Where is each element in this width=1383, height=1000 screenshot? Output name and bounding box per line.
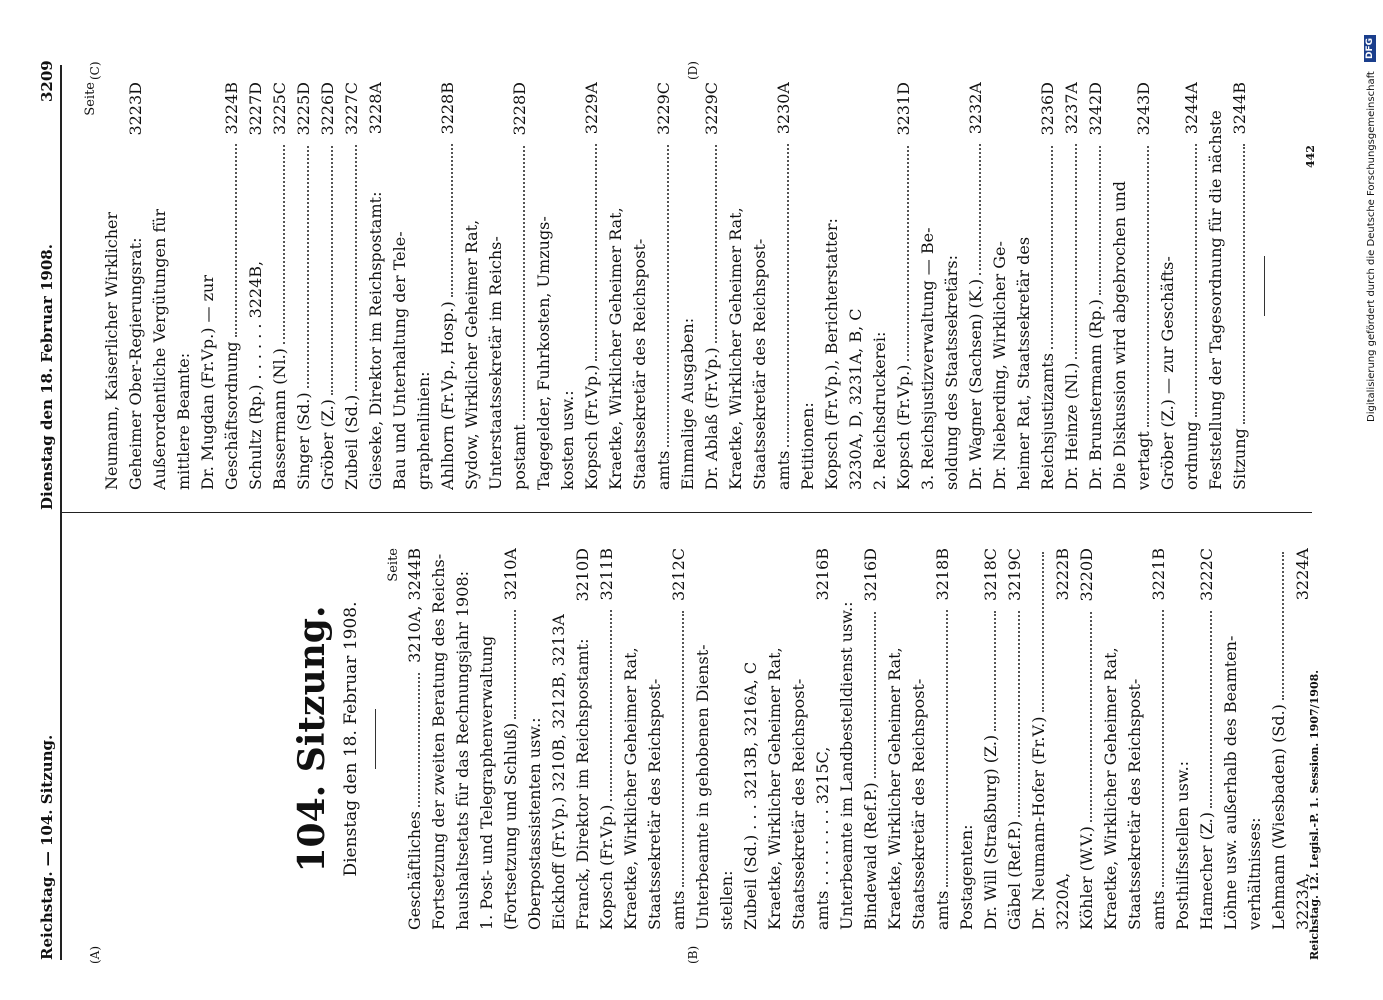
left-toc-entry-page: 3221B <box>1149 548 1168 601</box>
dot-leader <box>874 612 876 779</box>
right-toc-entry-text: Gröber (Z.) <box>318 399 337 490</box>
left-toc-entry-text: Oberpostassistenten usw.: <box>525 717 544 930</box>
left-toc-entry <box>1099 548 1123 930</box>
right-toc-entry-text: kosten usw.: <box>558 390 577 490</box>
left-toc-entry <box>691 548 715 930</box>
right-toc-entry-text: Bau und Unterhaltung der Tele- <box>390 231 409 490</box>
margin-mark-c: (C) <box>88 61 102 80</box>
title-separator <box>363 548 385 930</box>
right-toc-entry <box>412 82 436 490</box>
dot-leader <box>979 144 981 275</box>
right-toc-entry-text: Außerordentliche Vergütungen für <box>150 208 169 490</box>
left-toc-entry-text: amts <box>933 890 952 930</box>
left-toc-entry-text: Löhne usw. außerhalb des Beamten- <box>1221 635 1240 930</box>
right-toc-entry-page: 3225D <box>294 82 313 136</box>
right-toc-entry <box>748 82 772 490</box>
right-toc-entry-page: 3229C <box>654 82 673 135</box>
right-toc-entry <box>964 82 988 490</box>
session-date: Dienstag den 18. Februar 1908. <box>341 601 361 877</box>
dot-leader <box>1210 611 1212 808</box>
right-toc-entry-text: Dr. Wagner (Sachsen) (K.) <box>966 278 985 490</box>
dot-leader <box>1042 552 1044 712</box>
left-toc-entry-text: amts . . . . . . . . 3215C, <box>813 746 832 930</box>
right-toc-entry <box>100 82 124 490</box>
dot-leader <box>1162 610 1164 886</box>
left-toc-entry <box>499 548 523 930</box>
left-toc-entry-text: (Fortsetzung und Schluß) <box>501 722 520 930</box>
right-toc-entry <box>1036 82 1060 490</box>
end-separator <box>1252 82 1272 490</box>
right-toc-entry <box>220 82 244 490</box>
right-toc-entry <box>1156 82 1180 490</box>
dot-leader <box>994 611 996 731</box>
right-toc-entry-page: 3244A <box>1182 82 1201 135</box>
left-toc-entry-text: amts <box>669 890 688 930</box>
right-toc-entry-page: 3237A <box>1062 82 1081 135</box>
dot-leader <box>1018 611 1020 817</box>
left-toc-entry-page: 3210A, 3244B <box>405 548 424 663</box>
right-toc-entry <box>508 82 532 490</box>
left-toc-entry-page: 3212C <box>669 548 688 601</box>
dot-leader <box>1099 146 1101 296</box>
right-toc-entry <box>628 82 652 490</box>
left-toc-entry-page: 3210A <box>501 548 520 601</box>
left-toc-entry-text: Staatssekretär des Reichspost- <box>789 678 808 930</box>
left-toc-entry <box>571 548 595 930</box>
left-toc-entry <box>619 548 643 930</box>
dot-leader <box>523 146 525 421</box>
right-toc-entry-page: 3228B <box>438 82 457 135</box>
right-toc-entry-text: Dr. Heinze (Nl.) <box>1062 362 1081 490</box>
right-toc-entry <box>196 82 220 490</box>
publication-footer: Reichstag. 12. Legisl.-P. 1. Session. 1907/1908. <box>1308 669 1321 960</box>
left-toc-entry-text: Bindewald (Ref.P.) <box>861 782 880 930</box>
right-toc-entry-text: Ahlhorn (Fr.Vp., Hosp.) <box>438 301 457 490</box>
dot-leader <box>610 610 612 800</box>
right-toc-entry-page: 3232A <box>966 82 985 135</box>
right-toc-entry-text: Geheimer Ober-Regierungsrat: <box>126 237 145 490</box>
left-toc-entry-page: 3218B <box>933 548 952 601</box>
right-toc-entry-page: 3226D <box>318 82 337 136</box>
left-toc-entry-text: Unterbeamte im Landbestelldienst usw.: <box>837 601 856 930</box>
dot-leader <box>514 610 516 719</box>
right-column <box>82 82 1272 490</box>
right-toc-entry-text: Staatssekretär des Reichspost- <box>750 238 769 490</box>
right-toc-entry-text: Schultz (Rp.) . . . . . . 3224B, <box>246 260 265 490</box>
right-toc-entry <box>124 82 148 490</box>
left-column <box>285 548 1315 930</box>
dot-leader <box>283 145 285 344</box>
left-toc-entry-page: 3222C <box>1197 548 1216 601</box>
right-toc-entry <box>700 82 724 490</box>
column-divider <box>62 512 1312 513</box>
left-toc-entry-text: Kraetke, Wirklicher Geheimer Rat, <box>621 647 640 930</box>
right-toc-entry-page: 3228A <box>366 82 385 135</box>
right-toc-entry-text: Unterstaatssekretär im Reichs- <box>486 236 505 490</box>
right-toc-entry <box>940 82 964 490</box>
left-toc-entry-page: 3210D <box>573 548 592 602</box>
right-toc-entry <box>268 82 292 490</box>
right-toc-entry-text: mittlere Beamte: <box>174 352 193 490</box>
page-number: 3209 <box>38 60 56 102</box>
session-title: 104. Sitzung. <box>291 605 333 873</box>
left-toc-entry <box>475 548 499 930</box>
right-toc-entry-text: Feststellung der Tagesordnung für die nächste <box>1206 110 1225 490</box>
right-toc-entry-text: heimer Rat, Staatssekretär des <box>1014 236 1033 490</box>
right-toc-entry <box>652 82 676 490</box>
left-toc-entry-text: Staatssekretär des Reichspost- <box>1125 678 1144 930</box>
right-toc-entry <box>1204 82 1228 490</box>
right-toc-entry <box>724 82 748 490</box>
right-toc-entry <box>556 82 580 490</box>
running-header-left: Reichstag. — 104. Sitzung. <box>38 734 56 960</box>
left-toc-entry-text: amts <box>1149 890 1168 930</box>
left-toc-entry-text: 3223A, <box>1293 872 1312 930</box>
left-toc-entry <box>1267 548 1291 930</box>
right-toc-entry <box>364 82 388 490</box>
right-toc-entry-page: 3227C <box>342 82 361 135</box>
right-toc-entry-text: Kopsch (Fr.Vp.) <box>582 364 601 490</box>
left-toc-entry-text: Staatssekretär des Reichspost- <box>909 678 928 930</box>
right-toc-entry-text: Kopsch (Fr.Vp.) <box>894 364 913 490</box>
right-toc-entry-text: Geschäftsordnung <box>222 341 241 490</box>
right-toc-entry-page: 3236D <box>1038 82 1057 136</box>
right-toc-entry-text: amts <box>774 450 793 490</box>
right-toc-entry <box>988 82 1012 490</box>
left-toc-entry-text: Kraetke, Wirklicher Geheimer Rat, <box>765 647 784 930</box>
left-toc-entry <box>1027 548 1051 930</box>
left-toc-entry <box>667 548 691 930</box>
right-toc-entry-text: Gröber (Z.) — zur Geschäfts- <box>1158 256 1177 490</box>
left-toc-entry-text: stellen: <box>717 870 736 930</box>
right-toc-entry-text: Dr. Brunstermann (Rp.) <box>1086 299 1105 490</box>
left-toc-entry <box>523 548 547 930</box>
rotated-page-content <box>0 37 1383 1000</box>
left-toc-entry-page: 3216D <box>861 548 880 602</box>
right-toc-entry <box>1228 82 1252 490</box>
right-toc-entry-text: Kraetke, Wirklicher Geheimer Rat, <box>726 207 745 490</box>
right-toc-entry-page: 3229A <box>582 82 601 135</box>
right-toc-entry <box>604 82 628 490</box>
right-toc-entry-page: 3224B <box>222 82 241 135</box>
right-toc-entry-page: 3223D <box>126 82 145 136</box>
right-toc-entry <box>1012 82 1036 490</box>
right-toc-entry-text: Dr. Nieberding, Wirklicher Ge- <box>990 241 1009 490</box>
left-toc-entry-text: Gäbel (Ref.P.) <box>1005 820 1024 930</box>
right-toc-entry-text: 2. Reichsdruckerei: <box>870 331 889 490</box>
dot-leader <box>1075 144 1077 358</box>
right-toc-entry-text: Reichsjustizamts <box>1038 353 1057 490</box>
dot-leader <box>1195 144 1197 417</box>
left-toc-entry-text: 1. Post- und Telegraphenverwaltung <box>477 635 496 930</box>
dot-leader <box>331 146 333 396</box>
left-toc-entry <box>883 548 907 930</box>
left-toc-entry <box>403 548 427 930</box>
left-toc-entry-text: Fortsetzung der zweiten Beratung des Reichs- <box>429 553 448 930</box>
dot-leader <box>1051 146 1053 350</box>
dot-leader <box>1090 612 1092 823</box>
left-toc-entry <box>1219 548 1243 930</box>
left-toc-entry-text: Franck, Direktor im Reichspostamt: <box>573 638 592 930</box>
right-toc-entry-text: soldung des Staatssekretärs: <box>942 255 961 490</box>
right-toc-entry <box>1132 82 1156 490</box>
right-toc-entry <box>820 82 844 490</box>
dot-leader <box>667 145 669 447</box>
left-toc-entry-text: Köhler (W.V.) <box>1077 826 1096 930</box>
right-toc-entry-text: Kraetke, Wirklicher Geheimer Rat, <box>606 207 625 490</box>
right-toc-entry-text: Neumann, Kaiserlicher Wirklicher <box>102 211 121 490</box>
right-toc-entry-page: 3228D <box>510 82 529 136</box>
left-toc-entry <box>1171 548 1195 930</box>
left-toc-entry <box>931 548 955 930</box>
left-toc-entry-text: Dr. Neumann-Hofer (Fr.V.) <box>1029 716 1048 930</box>
right-toc-entry-text: Gieseke, Direktor im Reichspostamt: <box>366 191 385 490</box>
left-toc-entry-text: Kraetke, Wirklicher Geheimer Rat, <box>1101 647 1120 930</box>
right-toc-entry-text: Kopsch (Fr.Vp.), Berichterstatter: <box>822 218 841 490</box>
right-toc-entry-text: Sydow, Wirklicher Geheimer Rat, <box>462 219 481 490</box>
right-toc-entry-text: Zubeil (Sd.) <box>342 394 361 490</box>
dot-leader <box>595 144 597 360</box>
right-toc-entry-text: ordnung <box>1182 421 1201 490</box>
right-toc-entry-text: Einmalige Ausgaben: <box>678 317 697 490</box>
dot-leader <box>1282 552 1284 700</box>
digitization-note: Digitalisierung gefördert durch die Deutsche Forschungsgemeinschaft <box>1366 71 1377 422</box>
right-toc-entry-text: 3. Reichsjustizverwaltung — Be- <box>918 227 937 490</box>
dot-leader <box>787 144 789 446</box>
left-toc-entry-text: verhältnisses: <box>1245 817 1264 930</box>
left-toc-entry <box>811 548 835 930</box>
sheet-signature: 442 <box>1304 145 1317 168</box>
right-toc-entry-page: 3225C <box>270 82 289 135</box>
right-toc-entry <box>436 82 460 490</box>
right-toc-entry <box>340 82 364 490</box>
right-toc-entry <box>292 82 316 490</box>
left-toc-entry-text: Kopsch (Fr.Vp.) <box>597 804 616 930</box>
right-toc-entry-text: Sitzung <box>1230 428 1249 490</box>
left-toc-entry-text: Postagenten: <box>957 824 976 930</box>
left-toc-entry <box>1075 548 1099 930</box>
right-toc-entry-text: graphenlinien: <box>414 371 433 490</box>
dot-leader <box>715 145 717 343</box>
right-toc-entry <box>844 82 868 490</box>
left-toc-entry-page: 3211B <box>597 548 616 601</box>
right-toc-entry-page: 3243D <box>1134 82 1153 136</box>
right-toc-entry <box>1084 82 1108 490</box>
left-toc-entry <box>763 548 787 930</box>
right-toc-entry-page: 3242D <box>1086 82 1105 136</box>
left-toc-entry <box>595 548 619 930</box>
dot-leader <box>1243 144 1245 424</box>
right-toc-entry-page: 3229C <box>702 82 721 135</box>
right-toc-entry <box>244 82 268 490</box>
left-toc-entry-text: Zubeil (Sd.) . . . 3213B, 3216A, C <box>741 661 760 930</box>
right-toc-entry <box>316 82 340 490</box>
right-toc-entry-text: postamt <box>510 424 529 490</box>
right-toc-entry <box>532 82 556 490</box>
right-toc-entry <box>796 82 820 490</box>
left-toc-entry <box>427 548 451 930</box>
right-toc-entry <box>1060 82 1084 490</box>
left-toc-entry-text: Posthilfsstellen usw.: <box>1173 760 1192 930</box>
right-toc-entry <box>388 82 412 490</box>
right-toc-entry <box>1108 82 1132 490</box>
left-toc-entry <box>907 548 931 930</box>
left-toc-entry <box>979 548 1003 930</box>
left-toc-entry-text: haushaltsetats für das Rechnungsjahr 1908: <box>453 571 472 930</box>
margin-mark-b: (B) <box>686 945 700 964</box>
right-toc-entry <box>916 82 940 490</box>
left-toc-entry-page: 3218C <box>981 548 1000 601</box>
right-toc-entry <box>676 82 700 490</box>
right-toc-entry-text: Bassermann (Nl.) <box>270 348 289 490</box>
right-toc-entry-text: Staatssekretär des Reichspost- <box>630 238 649 490</box>
dot-leader <box>907 146 909 361</box>
seite-label-right: Seite <box>83 82 98 116</box>
left-toc-entry-text: Kraetke, Wirklicher Geheimer Rat, <box>885 647 904 930</box>
left-toc-entry <box>1195 548 1219 930</box>
left-toc-entry-text: Staatssekretär des Reichspost- <box>645 678 664 930</box>
left-toc-entry <box>643 548 667 930</box>
left-toc-entry-text: 3220A, <box>1053 872 1072 930</box>
right-toc-entry <box>580 82 604 490</box>
right-toc-entry-text: Petitionen: <box>798 402 817 490</box>
right-toc-entry-text: Tagegelder, Fuhrkosten, Umzugs- <box>534 216 553 490</box>
right-toc-entry-page: 3227D <box>246 82 265 136</box>
left-toc-entry-text: Unterbeamte in gehobenen Dienst- <box>693 644 712 930</box>
seite-label-left: Seite <box>386 548 401 582</box>
left-toc-entry-text: Dr. Will (Straßburg) (Z.) <box>981 734 1000 930</box>
dot-leader <box>418 673 420 807</box>
left-toc-entry <box>547 548 571 930</box>
dot-leader <box>1147 146 1149 428</box>
left-toc-entry <box>739 548 763 930</box>
dot-leader <box>682 611 684 887</box>
right-toc-entry <box>892 82 916 490</box>
left-toc-entry-page: 3222B <box>1053 548 1072 601</box>
left-toc-entry-text: Geschäftliches <box>405 811 424 930</box>
left-toc-entry <box>955 548 979 930</box>
right-toc-entry <box>772 82 796 490</box>
dfg-logo: DFG <box>1364 35 1376 62</box>
left-toc-list <box>403 548 1315 930</box>
dot-leader <box>235 144 237 337</box>
left-toc-entry <box>835 548 859 930</box>
right-toc-entry-page: 3244B <box>1230 82 1249 135</box>
left-toc-entry <box>859 548 883 930</box>
left-toc-entry-page: 3219C <box>1005 548 1024 601</box>
left-toc-entry-page: 3216B <box>813 548 832 601</box>
right-toc-entry <box>868 82 892 490</box>
right-toc-entry-text: Die Diskussion wird abgebrochen und <box>1110 181 1129 490</box>
dot-leader <box>946 610 948 886</box>
left-toc-entry <box>1147 548 1171 930</box>
right-toc-entry <box>460 82 484 490</box>
dot-leader <box>355 145 357 391</box>
left-toc-entry-text: Eickhoff (Fr.Vp.) 3210B, 3212B, 3213A <box>549 614 568 930</box>
left-toc-entry-text: Hamecher (Z.) <box>1197 811 1216 930</box>
right-toc-entry <box>1180 82 1204 490</box>
right-toc-entry <box>148 82 172 490</box>
dot-leader <box>451 144 453 297</box>
right-toc-entry-text: Dr. Ablaß (Fr.Vp.) <box>702 347 721 490</box>
right-toc-entry <box>172 82 196 490</box>
left-toc-entry <box>1123 548 1147 930</box>
right-toc-entry-text: 3230A, D, 3231A, B, C <box>846 308 865 490</box>
left-toc-entry-page: 3224A <box>1293 548 1312 601</box>
right-toc-entry-text: amts <box>654 450 673 490</box>
left-toc-entry <box>715 548 739 930</box>
left-toc-entry-text: Lehmann (Wiesbaden) (Sd.) <box>1269 704 1288 930</box>
margin-mark-a: (A) <box>88 945 102 964</box>
left-toc-entry-page: 3220D <box>1077 548 1096 602</box>
right-toc-entry-text: vertagt <box>1134 431 1153 490</box>
left-toc-entry <box>1243 548 1267 930</box>
right-toc-entry-page: 3230A <box>774 82 793 135</box>
right-toc-entry-text: Dr. Mugdan (Fr.Vp.) — zur <box>198 275 217 490</box>
left-toc-entry <box>787 548 811 930</box>
right-toc-list <box>100 82 1252 490</box>
left-toc-entry <box>451 548 475 930</box>
margin-mark-d: (D) <box>686 61 700 80</box>
right-toc-entry-page: 3231D <box>894 82 913 136</box>
left-toc-entry <box>1051 548 1075 930</box>
dot-leader <box>307 146 309 389</box>
running-header-center: Dienstag den 18. Februar 1908. <box>38 244 56 510</box>
left-toc-entry <box>1003 548 1027 930</box>
right-toc-entry-text: Singer (Sd.) <box>294 392 313 490</box>
right-toc-entry <box>484 82 508 490</box>
